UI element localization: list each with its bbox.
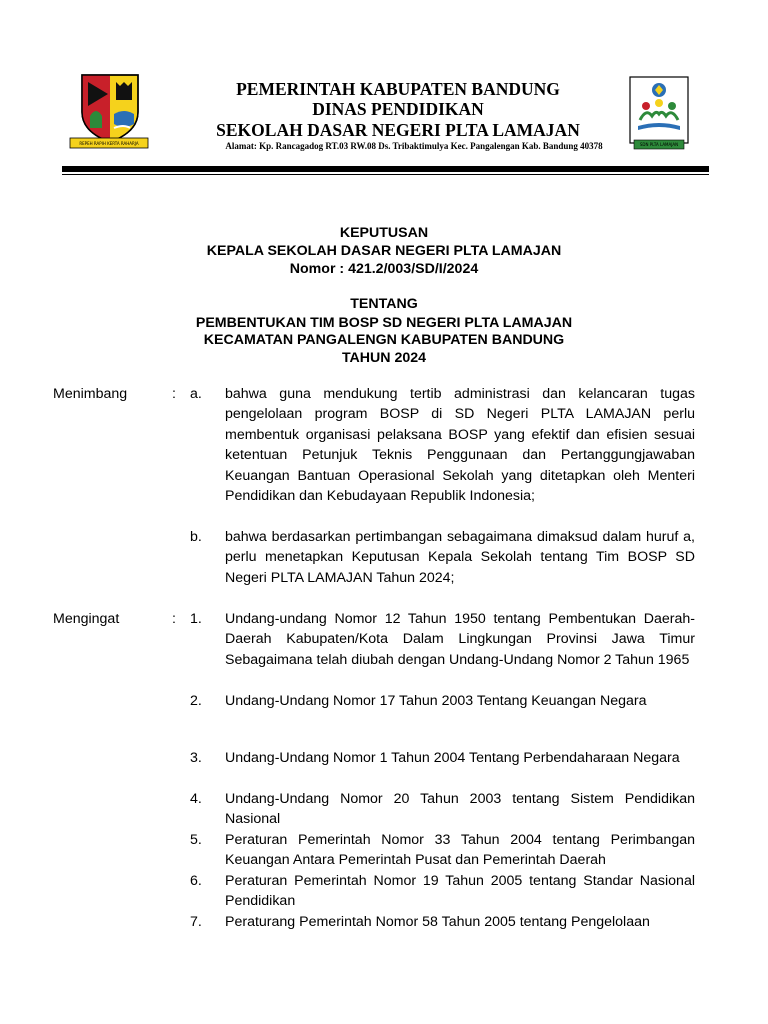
mengingat-item-marker: 6.	[190, 873, 202, 889]
letterhead-divider-thin	[62, 174, 709, 175]
decree-title: KEPUTUSAN	[339, 225, 429, 241]
letterhead-government: PEMERINTAH KABUPATEN BANDUNG	[236, 79, 560, 99]
decree-number: Nomor : 421.2/003/SD/I/2024	[289, 261, 479, 277]
mengingat-item-text: Peraturan Pemerintah Nomor 19 Tahun 2005 tentang Standar Nasional Pendidikan	[225, 873, 695, 910]
mengingat-item-text: Peraturan Pemerintah Nomor 33 Tahun 2004 tentang Perimbangan Keuangan Antara Pemerintah Pusat dan Pemerintah Daerah	[225, 832, 695, 869]
menimbang-item-text: bahwa berdasarkan pertimbangan sebagaimana dimaksud dalam huruf a, perlu menetapkan Keputusan Kepala Sekolah tentang Tim BOSP SD Negeri PLTA LAMAJAN Tahun 2024;	[225, 529, 695, 586]
mengingat-item-text: Undang-Undang Nomor 17 Tahun 2003 Tentang Keuangan Negara	[225, 693, 647, 709]
mengingat-item-marker: 5.	[190, 832, 202, 848]
letterhead-school: SEKOLAH DASAR NEGERI PLTA LAMAJAN	[216, 120, 580, 140]
mengingat-colon: :	[172, 611, 176, 627]
mengingat-item-marker: 3.	[190, 750, 202, 766]
decree-issuer: KEPALA SEKOLAH DASAR NEGERI PLTA LAMAJAN	[206, 243, 562, 259]
menimbang-item-marker: a.	[190, 386, 202, 402]
letterhead-department: DINAS PENDIDIKAN	[312, 99, 484, 119]
menimbang-colon: :	[172, 386, 176, 402]
mengingat-item-text: Peraturang Pemerintah Nomor 58 Tahun 2005 tentang Pengelolaan	[225, 914, 650, 930]
mengingat-item-marker: 2.	[190, 693, 202, 709]
right-logo-banner: SDN PLTA LAMAJAN	[639, 142, 679, 147]
mengingat-item-text: Undang-undang Nomor 12 Tahun 1950 tentang Pembentukan Daerah-Daerah Kabupaten/Kota Dalam Lingkungan Provinsi Jawa Timur Sebagaimana telah diubah dengan Undang-Undang Nomor 2 Tahun 1965	[225, 611, 695, 668]
mengingat-item-marker: 1.	[190, 611, 202, 627]
letterhead-divider-thick	[62, 166, 709, 172]
menimbang-label: Menimbang	[53, 386, 128, 402]
menimbang-item-marker: b.	[190, 529, 202, 545]
mengingat-item-marker: 7.	[190, 914, 202, 930]
mengingat-item-marker: 4.	[190, 791, 202, 807]
left-logo-banner: REPEH RAPIH KERTA RAHARJA	[79, 141, 139, 146]
mengingat-label: Mengingat	[53, 611, 120, 627]
decree-subject-line2: KECAMATAN PANGALENGN KABUPATEN BANDUNG	[203, 332, 565, 348]
mengingat-item-text: Undang-Undang Nomor 1 Tahun 2004 Tentang Perbendaharaan Negara	[225, 750, 680, 766]
decree-subject-line3: TAHUN 2024	[341, 350, 427, 366]
decree-subject-line1: PEMBENTUKAN TIM BOSP SD NEGERI PLTA LAMAJAN	[195, 315, 573, 331]
letterhead-address: Alamat: Kp. Rancagadog RT.03 RW.08 Ds. Tribaktimulya Kec. Pangalengan Kab. Bandung 40378	[225, 141, 603, 151]
decree-about-label: TENTANG	[350, 296, 418, 312]
menimbang-item-text: bahwa guna mendukung tertib administrasi dan kelancaran tugas pengelolaan program BOSP di SD Negeri PLTA LAMAJAN perlu membentuk organisasi pelaksana BOSP yang efektif dan efisien sesuai ketentuan Petunjuk Teknis Penggunaan dan Pertanggungjawaban Keuangan Bantuan Operasional Sekolah yang ditetapkan oleh Menteri Pendidikan dan Kebudayaan Republik Indonesia;	[225, 386, 695, 505]
mengingat-item-text: Undang-Undang Nomor 20 Tahun 2003 tentang Sistem Pendidikan Nasional	[225, 791, 695, 828]
